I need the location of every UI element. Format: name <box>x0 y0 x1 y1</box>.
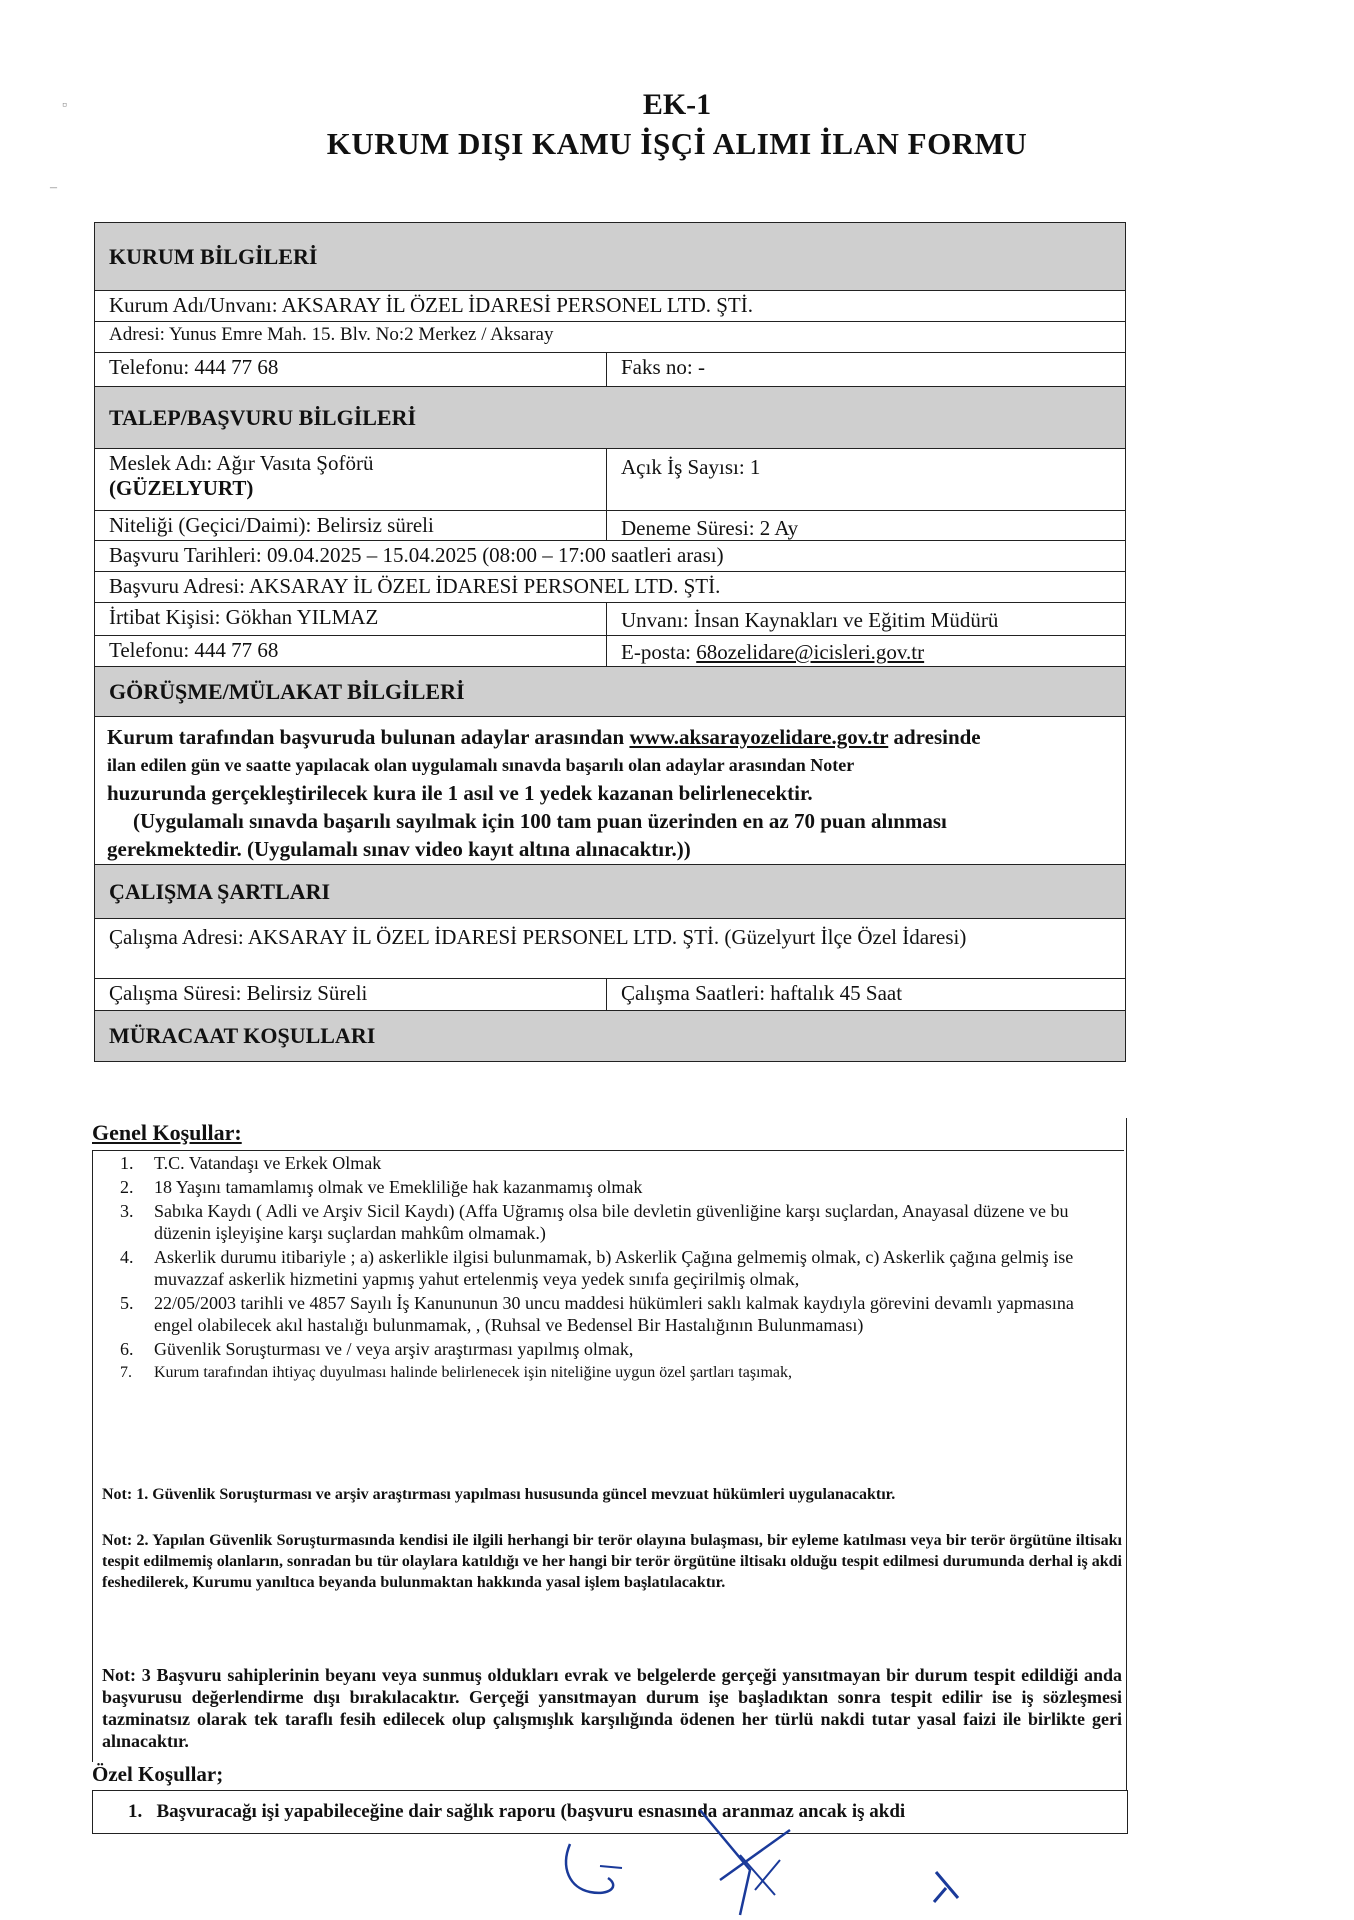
item-number: 5. <box>120 1293 134 1313</box>
form-table <box>94 222 1126 1062</box>
work-hours: Çalışma Saatleri: haftalık 45 Saat <box>621 981 903 1005</box>
divider <box>1126 1118 1127 1790</box>
list-item <box>120 1200 1090 1244</box>
interview-text-3: huzurunda gerçekleştirilecek kura ile 1 asıl ve 1 yedek kazanan belirlenecektir. <box>107 781 813 805</box>
item-number: 6. <box>120 1339 134 1359</box>
interview-text-4: (Uygulamalı sınavda başarılı sayılmak için 100 tam puan üzerinden en az 70 puan alınması <box>133 809 947 833</box>
item-number: 1. <box>120 1153 134 1173</box>
document-title: KURUM DIŞI KAMU İŞÇİ ALIMI İLAN FORMU <box>326 126 1028 161</box>
probation-period: Deneme Süresi: 2 Ay <box>621 516 799 540</box>
open-positions: Açık İş Sayısı: 1 <box>621 455 761 479</box>
special-conditions-heading: Özel Koşullar; <box>92 1762 224 1786</box>
item-text: 18 Yaşını tamamlamış olmak ve Emekliliğe hak kazanmamış olmak <box>154 1177 643 1197</box>
item-number: 2. <box>120 1177 134 1197</box>
scan-mark: – <box>50 180 57 195</box>
list-item <box>120 1338 1090 1360</box>
note-2: Not: 2. Yapılan Güvenlik Soruşturmasında kendisi ile ilgili herhangi bir terör olayına bulaşması, bir eyleme katılması veya bir terör örgütüne iltisakı tespit edilmemiş olanların, sonradan bu tür olaylara katıldığı ve her hangi bir terör örgütüne iltisakı olduğu tespit edilmesi durumunda derhal iş akdi feshedilerek, Kurumu yanıltıca beyanda bulunmaktan hakkında yasal işlem başlatılacaktır. <box>102 1532 1122 1591</box>
occupation <box>95 449 607 510</box>
list-item <box>120 1176 1090 1198</box>
signature-3 <box>928 1868 968 1908</box>
scan-mark: ▫ <box>62 98 67 113</box>
item-text: T.C. Vatandaşı ve Erkek Olmak <box>154 1153 382 1173</box>
list-item <box>120 1152 1090 1174</box>
note-1: Not: 1. Güvenlik Soruşturması ve arşiv araştırması yapılması hususunda güncel mevzuat hükümleri uygulanacaktır. <box>102 1486 896 1503</box>
item-text: Başvuracağı işi yapabileceğine dair sağlık raporu (başvuru esnasında aranmaz ancak iş akdi <box>156 1801 906 1822</box>
section-header-calisma: ÇALIŞMA ŞARTLARI <box>95 865 1125 919</box>
section-header-gorusme: GÖRÜŞME/MÜLAKAT BİLGİLERİ <box>95 667 1125 717</box>
work-address: Çalışma Adresi: AKSARAY İL ÖZEL İDARESİ PERSONEL LTD. ŞTİ. (Güzelyurt İlçe Özel İdaresi) <box>109 925 967 949</box>
item-text: 22/05/2003 tarihli ve 4857 Sayılı İş Kanununun 30 uncu maddesi hükümleri saklı kalmak kaydıyla görevini devamlı yapmasına engel olabilecek akıl hastalığı bulunmamak, , (Ruhsal ve Bedensel Bir Hastalığının Bulunmaması) <box>154 1293 1074 1335</box>
interview-info <box>95 717 1125 865</box>
general-conditions-heading: Genel Koşullar: <box>92 1120 242 1145</box>
divider <box>92 1150 93 1762</box>
section-header-muracaat: MÜRACAAT KOŞULLARI <box>95 1011 1125 1061</box>
item-text: Askerlik durumu itibariyle ; a) askerlikle ilgisi bulunmamak, b) Askerlik Çağına gelmemiş olmak, c) Askerlik çağına gelmiş ise muvazzaf askerlik hizmetini yapmış yahut ertelenmiş veya yedek sınıfa geçirilmiş olmak, <box>154 1247 1074 1289</box>
contact-phone: Telefonu: 444 77 68 <box>95 636 607 666</box>
item-number: 7. <box>120 1364 132 1381</box>
item-text: Güvenlik Soruşturması ve / veya arşiv araştırması yapılmış olmak, <box>154 1339 634 1359</box>
interview-text-1b: adresinde <box>888 725 981 749</box>
signature-2 <box>680 1800 820 1920</box>
kurum-address: Adresi: Yunus Emre Mah. 15. Blv. No:2 Merkez / Aksaray <box>109 324 554 345</box>
website-link[interactable]: www.aksarayozelidare.gov.tr <box>629 725 889 749</box>
signature-1 <box>550 1838 670 1918</box>
interview-text-2: ilan edilen gün ve saatte yapılacak olan uygulamalı sınavda başarılı olan adaylar arasından Noter <box>107 755 855 775</box>
note-3: Not: 3 Başvuru sahiplerinin beyanı veya sunmuş oldukları evrak ve belgelerde gerçeği yansıtmayan bir durum tespit edildiği anda başvurusu değerlendirme dışı bırakılacaktır. Gerçeği yansıtmayan durum işe başladıktan sonra tespit edilir ise iş sözleşmesi tazminatsız olarak tek taraflı fesih edilecek olup çalışmışlık karşılığında ödenen her türlü nakdi tutar yasal faizi ile birlikte geri alınacaktır. <box>102 1665 1122 1751</box>
interview-text-1: Kurum tarafından başvuruda bulunan adaylar arasından <box>107 725 630 749</box>
list-item <box>120 1292 1090 1336</box>
work-duration: Çalışma Süresi: Belirsiz Süreli <box>95 979 607 1010</box>
item-number: 4. <box>120 1247 134 1267</box>
contact-title: Unvanı: İnsan Kaynakları ve Eğitim Müdürü <box>621 608 999 632</box>
item-number: 1. <box>128 1801 143 1822</box>
section-header-kurum: KURUM BİLGİLERİ <box>95 223 1125 291</box>
item-text: Kurum tarafından ihtiyaç duyulması halinde belirlenecek işin niteliğine uygun özel şartları taşımak, <box>154 1364 793 1381</box>
item-number: 3. <box>120 1201 134 1221</box>
kurum-fax: Faks no: - <box>621 355 705 379</box>
interview-text-5: gerekmektedir. (Uygulamalı sınav video kayıt altına alınacaktır.)) <box>107 837 691 861</box>
section-header-talep: TALEP/BAŞVURU BİLGİLERİ <box>95 387 1125 449</box>
list-item <box>120 1246 1090 1290</box>
application-dates: Başvuru Tarihleri: 09.04.2025 – 15.04.2025 (08:00 – 17:00 saatleri arası) <box>109 543 724 567</box>
application-address: Başvuru Adresi: AKSARAY İL ÖZEL İDARESİ PERSONEL LTD. ŞTİ. <box>109 574 721 598</box>
email-label: E-posta: <box>621 640 697 664</box>
general-conditions-list <box>120 1152 1090 1386</box>
divider <box>92 1150 1124 1151</box>
kurum-name: Kurum Adı/Unvanı: AKSARAY İL ÖZEL İDARESİ PERSONEL LTD. ŞTİ. <box>109 293 754 317</box>
kurum-phone: Telefonu: 444 77 68 <box>95 353 607 386</box>
email-link[interactable]: 68ozelidare@icisleri.gov.tr <box>696 640 925 664</box>
contact-email <box>607 636 1125 666</box>
contact-person: İrtibat Kişisi: Gökhan YILMAZ <box>95 603 607 635</box>
occupation-name: Meslek Adı: Ağır Vasıta Şoförü <box>109 451 374 475</box>
item-text: Sabıka Kaydı ( Adli ve Arşiv Sicil Kaydı) (Affa Uğramış olsa bile devletin güvenliğine karşı suçlardan, Anayasal düzene ve bu düzenin işleyişine karşı suçlardan mahkûm olmamak.) <box>154 1201 1069 1243</box>
document-annex-label: EK-1 <box>642 88 712 121</box>
occupation-location: (GÜZELYURT) <box>109 476 254 500</box>
list-item <box>120 1362 1090 1384</box>
job-nature: Niteliği (Geçici/Daimi): Belirsiz süreli <box>95 511 607 540</box>
